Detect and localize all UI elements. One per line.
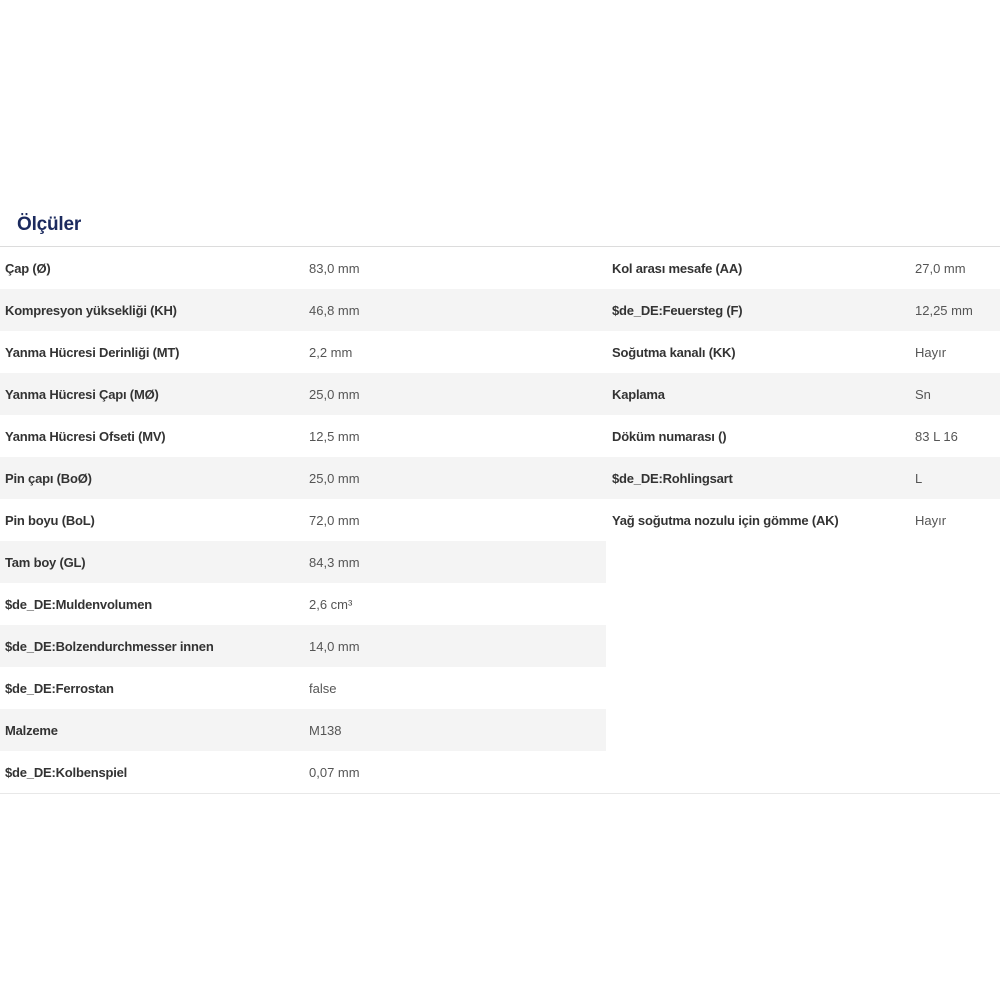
dimension-label: Kompresyon yüksekliği (KH) [0,289,309,331]
dimension-label: Döküm numarası () [612,428,727,444]
dimension-row [0,247,606,289]
dimension-value: 12,5 mm [309,428,360,444]
dimension-label: Kol arası mesafe (AA) [612,260,743,276]
dimension-row [606,331,1000,373]
dimension-value: 83,0 mm [309,260,360,276]
dimension-label: Soğutma kanalı (KK) [612,344,736,360]
dimension-label: $de_DE:Kolbenspiel [5,764,128,780]
dimension-value: 72,0 mm [309,512,360,528]
dimension-value: 46,8 mm [309,289,606,331]
dimension-label: $de_DE:Bolzendurchmesser innen [0,625,309,667]
dimensions-table-right [606,247,1000,541]
dimension-value: 84,3 mm [309,541,606,583]
dimensions-section [0,203,1000,794]
dimension-row [0,667,606,709]
dimension-row [0,709,606,751]
dimension-row [0,583,606,625]
dimension-label: Malzeme [0,709,309,751]
dimension-row [606,289,1000,331]
dimension-value: 25,0 mm [309,457,606,499]
dimension-row [606,373,1000,415]
dimension-label: Yanma Hücresi Derinliği (MT) [5,344,180,360]
dimension-label: Tam boy (GL) [0,541,309,583]
dimension-row [606,415,1000,457]
dimension-value: 2,6 cm³ [309,596,353,612]
dimensions-table-left [0,247,606,793]
dimension-value: 83 L 16 [915,428,958,444]
dimension-label: Yanma Hücresi Ofseti (MV) [5,428,166,444]
dimension-row [0,541,606,583]
dimension-row [0,625,606,667]
dimension-row [0,373,606,415]
dimension-value: 0,07 mm [309,764,360,780]
dimension-row [0,751,606,793]
dimension-row [606,247,1000,289]
dimension-value: 14,0 mm [309,625,606,667]
dimension-value: 25,0 mm [309,373,606,415]
dimension-label: Çap (Ø) [5,260,51,276]
dimension-row [606,457,1000,499]
dimension-label: $de_DE:Muldenvolumen [5,596,152,612]
dimension-value: M138 [309,709,606,751]
dimension-label: $de_DE:Ferrostan [5,680,114,696]
dimension-row [0,331,606,373]
section-title: Ölçüler [0,203,1000,247]
dimension-value: false [309,680,337,696]
dimension-label: $de_DE:Feuersteg (F) [606,289,915,331]
dimension-value: 2,2 mm [309,344,353,360]
dimension-row [0,289,606,331]
dimension-row [0,457,606,499]
dimension-value: 27,0 mm [915,260,966,276]
dimension-row [0,415,606,457]
dimension-label: Yanma Hücresi Çapı (MØ) [0,373,309,415]
dimension-value: L [915,457,1000,499]
dimension-value: Hayır [915,344,947,360]
dimension-label: Pin çapı (BoØ) [0,457,309,499]
dimension-row [606,499,1000,541]
dimension-label: $de_DE:Rohlingsart [606,457,915,499]
dimension-row [0,499,606,541]
dimension-value: Sn [915,373,1000,415]
dimension-label: Kaplama [606,373,915,415]
dimensions-tables [0,247,1000,794]
dimension-label: Yağ soğutma nozulu için gömme (AK) [612,512,839,528]
dimension-label: Pin boyu (BoL) [5,512,95,528]
dimension-value: Hayır [915,512,947,528]
dimension-value: 12,25 mm [915,289,1000,331]
